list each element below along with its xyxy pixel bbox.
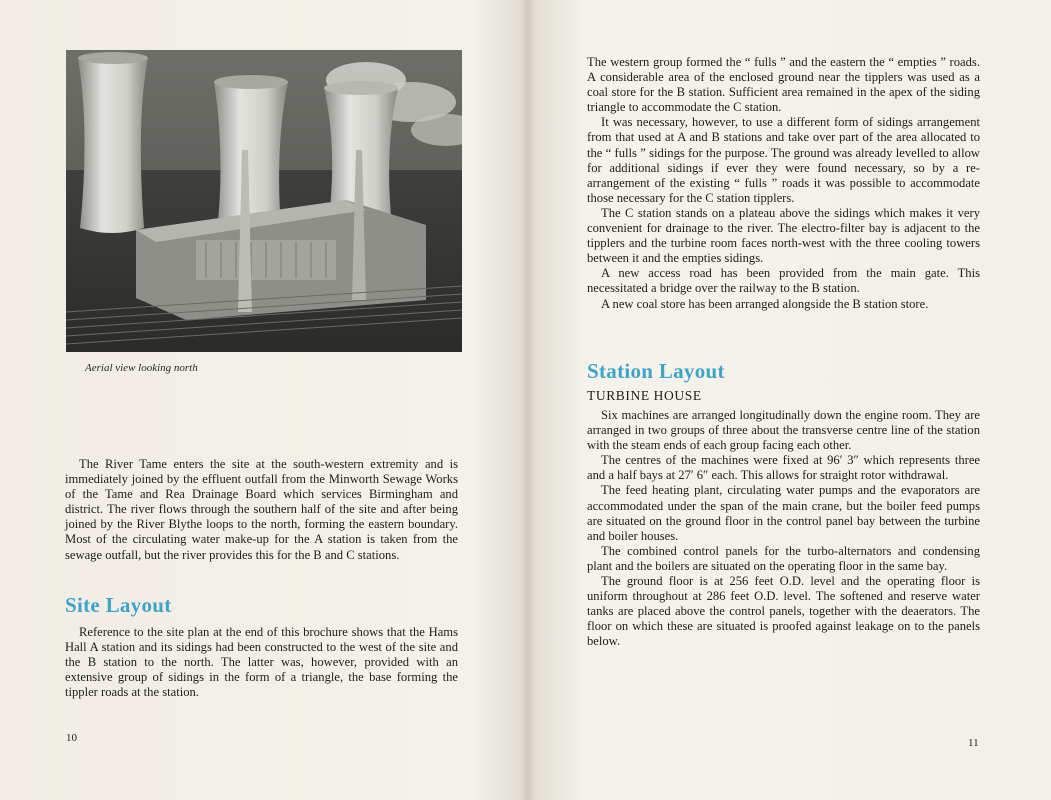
paragraph: The combined control panels for the turbo-alternators and condensing plant and the boilers are situated on the operating floor in the same bay. [587, 543, 980, 573]
station-layout-heading: Station Layout [587, 359, 725, 383]
sidings-text [587, 55, 980, 312]
intro-paragraph: The River Tame enters the site at the south-western extremity and is immediately joined by the effluent outfall from the Minworth Sewage Works of the Tame and Rea Drainage Board which services Birmingham and district. The river flows through the southern half of the site and after being joined by the River Blythe loops to the north, forming the eastern boundary. Most of the circulating water make-up for the A station is taken from the sewage outfall, but the river provides this for the B and C stations. [65, 457, 458, 562]
photo-caption: Aerial view looking north [85, 362, 198, 374]
page-number-left: 10 [66, 732, 77, 744]
paragraph: The C station stands on a plateau above the sidings which makes it very convenient for drainage to the river. The electro-filter bay is adjacent to the tipplers and the turbine room faces north-west with the three cooling towers between it and the empties sidings. [587, 205, 980, 266]
paragraph: A new access road has been provided from the main gate. This necessitated a bridge over the railway to the B station. [587, 266, 980, 296]
turbine-house-subheading: TURBINE HOUSE [587, 388, 702, 403]
paragraph: The ground floor is at 256 feet O.D. level and the operating floor is uniform throughout at 286 feet O.D. level. The softened and reserve water tanks are placed above the control panels, together with the deaerators. The floor on which these are situated is proofed against leakage on to the panels below. [587, 574, 980, 649]
intro-text [65, 457, 458, 563]
aerial-photo [66, 50, 462, 352]
right-page [526, 0, 1051, 800]
paragraph: A new coal store has been arranged alongside the B station store. [601, 296, 929, 311]
paragraph: The centres of the machines were fixed at 96′ 3″ which represents three and a half bays at 27′ 6″ each. This allows for straight rotor withdrawal. [587, 453, 980, 483]
page-number-right: 11 [968, 737, 979, 749]
aerial-photo-illustration [66, 50, 462, 352]
paragraph: The western group formed the “ fulls ” and the eastern the “ empties ” roads. A considerable area of the enclosed ground near the tipplers was used as a coal store for the B station. Sufficient area remained in the apex of the siding triangle to accommodate the C station. [587, 55, 980, 115]
left-page [0, 0, 525, 800]
paragraph: The feed heating plant, circulating water pumps and the evaporators are accommodated under the span of the main crane, but the boiler feed pumps are situated on the ground floor in the control panel bay between the turbine and boiler houses. [587, 483, 980, 543]
turbine-house-text [587, 408, 980, 650]
paragraph: It was necessary, however, to use a different form of sidings arrangement from that used at A and B stations and take over part of the area allocated to the “ fulls ” sidings for the purpose. The ground was already levelled to allow for additional sidings if ever they were found necessary, so by a re-arrangement of the existing “ fulls ” roads it was possible to accommodate those necessary for the C station tipplers. [587, 115, 980, 205]
site-layout-paragraph: Reference to the site plan at the end of this brochure shows that the Hams Hall A station and its sidings had been constructed to the west of the site and the B station to the north. The latter was, however, provided with an extensive group of sidings in the form of a triangle, the base forming the tippler roads at the station. [65, 625, 458, 700]
site-layout-heading: Site Layout [65, 593, 172, 617]
site-layout-text [65, 625, 458, 700]
paragraph: Six machines are arranged longitudinally down the engine room. They are arranged in two groups of three about the transverse centre line of the station with the steam ends of each group facing each other. [587, 408, 980, 453]
